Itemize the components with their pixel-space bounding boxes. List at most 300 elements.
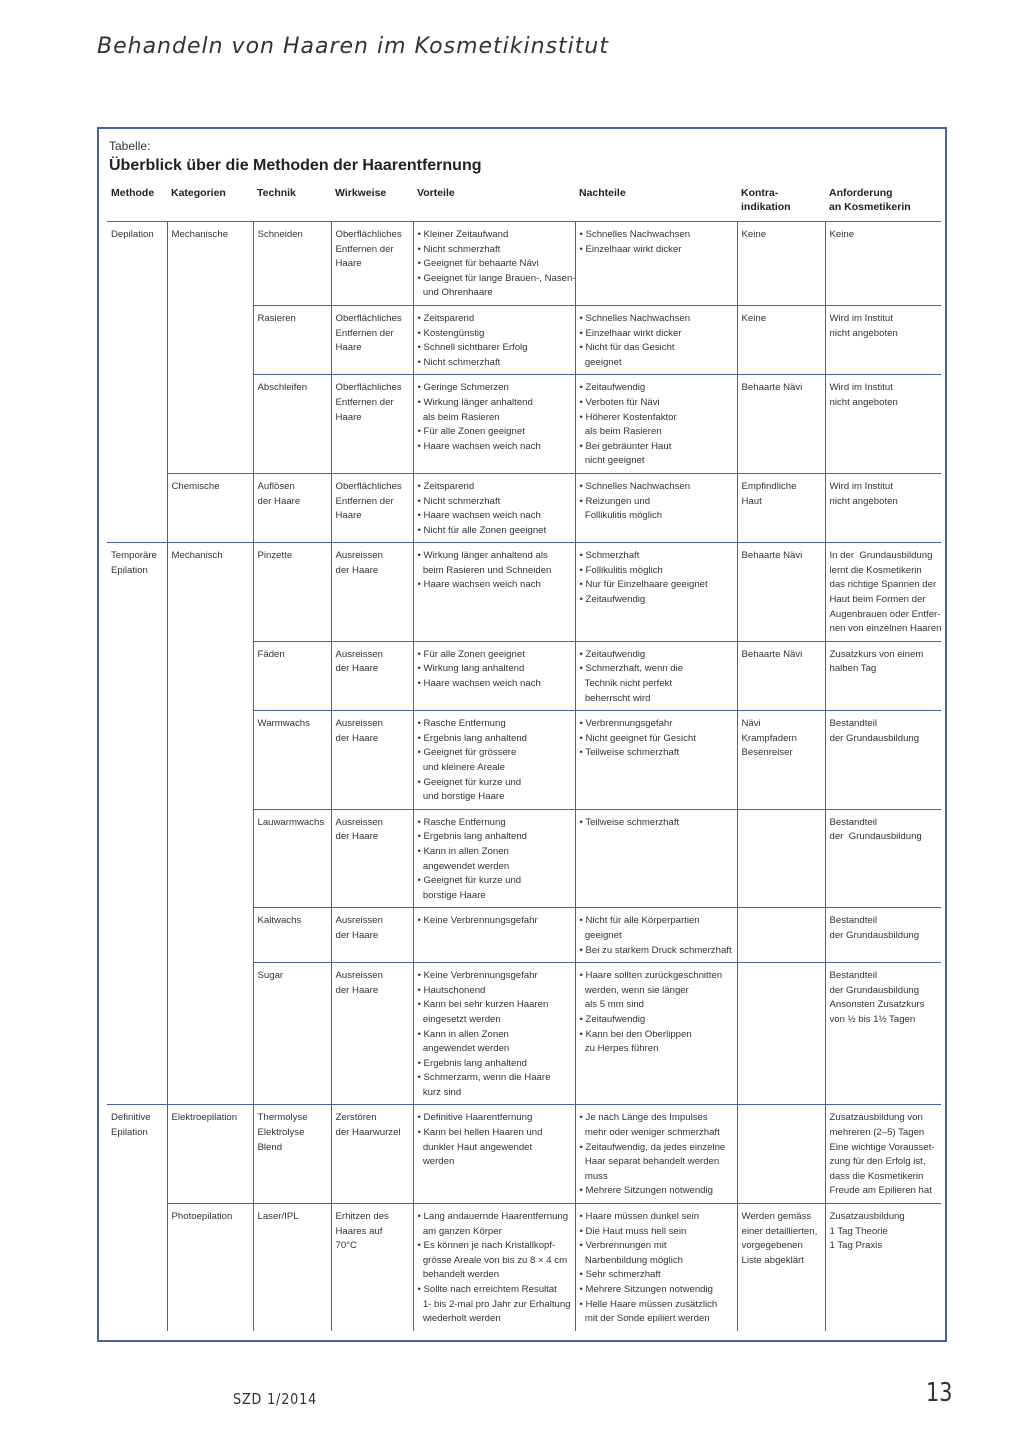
table-cell-nachteile xyxy=(575,1204,737,1331)
cell-line: Augenbrauen oder Entfer- xyxy=(829,608,941,620)
cell-line: • Höherer Kostenfaktor xyxy=(579,411,677,423)
cell-line: nicht geeignet xyxy=(579,455,645,467)
column-header: Technik xyxy=(253,183,331,222)
table-cell-wirkweise xyxy=(331,543,413,642)
cell-line: • Zeitaufwendig xyxy=(579,648,646,660)
cell-line: • Teilweise schmerzhaft xyxy=(579,816,680,828)
cell-line: • Follikulitis möglich xyxy=(579,564,663,576)
cell-line: Werden gemäss xyxy=(741,1211,812,1223)
cell-line: • Nicht schmerzhaft xyxy=(417,243,501,255)
cell-line: • Reizungen und xyxy=(579,495,651,507)
cell-line: • Zeitsparend xyxy=(417,312,475,324)
cell-line: nicht angeboten xyxy=(829,327,898,339)
hair-removal-table xyxy=(107,183,941,1331)
table-cell-methode xyxy=(107,908,167,963)
cell-line: Entfernen der xyxy=(335,243,394,255)
cell-line: • Zeitsparend xyxy=(417,480,475,492)
cell-line: • Zeitaufwendig xyxy=(579,382,646,394)
cell-line: • Mehrere Sitzungen notwendig xyxy=(579,1284,713,1295)
cell-line: der Haare xyxy=(335,929,379,941)
cell-line: zung für den Erfolg ist, xyxy=(829,1156,926,1168)
cell-line: Freude am Epilieren hat xyxy=(829,1185,932,1197)
table-cell-kontra xyxy=(737,1204,825,1331)
table-cell-kontra xyxy=(737,711,825,810)
cell-line: Entfernen der xyxy=(335,327,394,339)
cell-line: • Haare wachsen weich nach xyxy=(417,440,541,452)
cell-line: • Kleiner Zeitaufwand xyxy=(417,229,509,240)
cell-line: Zusatzausbildung xyxy=(829,1211,905,1223)
table-cell-kategorie xyxy=(167,809,253,908)
table-cell-wirkweise xyxy=(331,641,413,710)
table-title: Überblick über die Methoden der Haarentfernung xyxy=(109,157,482,174)
cell-line: • Verbrennungsgefahr xyxy=(579,718,673,730)
cell-line: • Zeitaufwendig xyxy=(579,1013,646,1025)
cell-line: • Haare müssen dunkel sein xyxy=(579,1211,700,1223)
cell-line: Empfindliche xyxy=(741,480,797,492)
table-cell-nachteile xyxy=(575,305,737,374)
cell-line: • Kann bei hellen Haaren und xyxy=(417,1127,543,1139)
cell-line: • Schmerzarm, wenn die Haare xyxy=(417,1072,551,1084)
cell-line: • Sollte nach erreichtem Resultat xyxy=(417,1284,557,1295)
table-cell-wirkweise xyxy=(331,809,413,908)
table-cell-wirkweise xyxy=(331,1105,413,1204)
cell-line: • Rasche Entfernung xyxy=(417,718,506,730)
cell-line: Bestandteil xyxy=(829,970,877,982)
table-cell-kategorie: Mechanische xyxy=(167,222,253,306)
cell-line: Wird im Institut xyxy=(829,480,893,492)
cell-line: • Keine Verbrennungsgefahr xyxy=(417,915,538,927)
cell-line: 70°C xyxy=(335,1240,357,1252)
cell-line: Zerstören xyxy=(335,1112,377,1124)
cell-line: • Schmerzhaft, wenn die xyxy=(579,663,684,675)
table-cell-technik: Abschleifen xyxy=(253,375,331,474)
table-cell-technik: Warmwachs xyxy=(253,711,331,810)
table-cell-wirkweise xyxy=(331,908,413,963)
cell-line: Ausreissen xyxy=(335,550,383,562)
cell-line: • Haare sollten zurückgeschnitten xyxy=(579,970,723,982)
table-cell-nachteile xyxy=(575,711,737,810)
table-cell-technik: Sugar xyxy=(253,963,331,1105)
table-cell-kontra xyxy=(737,473,825,542)
cell-line: • Ergebnis lang anhaltend xyxy=(417,1057,528,1069)
table-cell-technik: Auflösen der Haare xyxy=(253,473,331,542)
cell-line: • Wirkung länger anhaltend als xyxy=(417,550,548,562)
cell-line: Wird im Institut xyxy=(829,312,893,324)
table-cell-anforderung xyxy=(825,908,941,963)
table-cell-methode xyxy=(107,963,167,1105)
table-cell-kontra xyxy=(737,963,825,1105)
table-cell-kontra xyxy=(737,1105,825,1204)
cell-line: Haut xyxy=(741,495,762,507)
cell-line: • Kann in allen Zonen xyxy=(417,845,509,857)
table-cell-anforderung xyxy=(825,222,941,306)
cell-line: • Nicht für alle Körperpartien xyxy=(579,915,700,927)
cell-line: • Verboten für Nävi xyxy=(579,396,660,408)
cell-line: Besenreiser xyxy=(741,747,793,759)
running-header: Behandeln von Haaren im Kosmetikinstitut xyxy=(97,34,609,59)
cell-line: Bestandteil xyxy=(829,915,877,927)
cell-line: wiederholt werden xyxy=(417,1313,501,1325)
table-cell-technik: Fäden xyxy=(253,641,331,710)
table-cell-vorteile xyxy=(413,473,575,542)
table-row xyxy=(107,908,941,963)
table-row xyxy=(107,809,941,908)
cell-line: • Kostengünstig xyxy=(417,327,485,339)
cell-line: • Es können je nach Kristallkopf- xyxy=(417,1240,556,1252)
column-header: Kontra- indikation xyxy=(737,183,825,222)
table-cell-anforderung xyxy=(825,375,941,474)
cell-line: In der Grundausbildung xyxy=(829,550,933,562)
table-cell-kontra xyxy=(737,908,825,963)
table-cell-anforderung xyxy=(825,543,941,642)
cell-line: 1- bis 2-mal pro Jahr zur Erhaltung xyxy=(417,1298,571,1310)
cell-line: • Die Haut muss hell sein xyxy=(579,1225,687,1237)
cell-line: halben Tag xyxy=(829,663,877,675)
cell-line: zu Herpes führen xyxy=(579,1043,659,1055)
cell-line: • Schnelles Nachwachsen xyxy=(579,480,691,492)
table-row xyxy=(107,1204,941,1331)
table-cell-vorteile xyxy=(413,809,575,908)
column-header: Kategorien xyxy=(167,183,253,222)
table-cell-wirkweise xyxy=(331,1204,413,1331)
table-cell-kategorie xyxy=(167,641,253,710)
cell-line: Behaarte Nävi xyxy=(741,382,803,394)
cell-line: • Sehr schmerzhaft xyxy=(579,1269,661,1281)
cell-line: das richtige Spannen der xyxy=(829,579,937,591)
table-cell-kontra xyxy=(737,809,825,908)
cell-line: grösse Areale von bis zu 8 × 4 cm xyxy=(417,1254,568,1266)
cell-line: • Nicht geeignet für Gesicht xyxy=(579,732,696,744)
cell-line: geeignet xyxy=(579,929,622,941)
table-cell-wirkweise xyxy=(331,375,413,474)
table-cell-anforderung xyxy=(825,473,941,542)
table-cell-kategorie xyxy=(167,908,253,963)
table-cell-kontra xyxy=(737,375,825,474)
column-header: Vorteile xyxy=(413,183,575,222)
table-cell-nachteile xyxy=(575,809,737,908)
cell-line: Behaarte Nävi xyxy=(741,550,803,562)
table-cell-methode xyxy=(107,305,167,374)
table-cell-wirkweise xyxy=(331,963,413,1105)
cell-line: eingesetzt werden xyxy=(417,1013,501,1025)
cell-line: • Einzelhaar wirkt dicker xyxy=(579,327,682,339)
table-cell-nachteile xyxy=(575,222,737,306)
table-cell-anforderung xyxy=(825,305,941,374)
table-cell-methode: Definitive Epilation xyxy=(107,1105,167,1204)
cell-line: • Teilweise schmerzhaft xyxy=(579,747,680,759)
cell-line: vorgegebenen xyxy=(741,1240,803,1252)
cell-line: Nävi xyxy=(741,718,761,730)
cell-line: Ansonsten Zusatzkurs xyxy=(829,999,925,1011)
cell-line: der Haare xyxy=(335,663,379,675)
cell-line: Haar separat behandelt werden xyxy=(579,1156,720,1168)
table-cell-vorteile xyxy=(413,375,575,474)
cell-line: • Nicht schmerzhaft xyxy=(417,495,501,507)
cell-line: angewendet werden xyxy=(417,1043,510,1055)
cell-line: beim Rasieren und Schneiden xyxy=(417,564,552,576)
table-cell-kategorie: Elektroepilation xyxy=(167,1105,253,1204)
cell-line: • Bei gebräunter Haut xyxy=(579,440,672,452)
table-cell-nachteile xyxy=(575,1105,737,1204)
cell-line: nen von einzelnen Haaren xyxy=(829,623,942,635)
cell-line: • Nicht schmerzhaft xyxy=(417,356,501,368)
cell-line: und Ohrenhaare xyxy=(417,287,493,299)
table-cell-methode xyxy=(107,1204,167,1331)
cell-line: • Schmerzhaft xyxy=(579,550,640,562)
column-header: Nachteile xyxy=(575,183,737,222)
cell-line: kurz sind xyxy=(417,1086,462,1098)
cell-line: • Schnelles Nachwachsen xyxy=(579,312,691,324)
cell-line: Ausreissen xyxy=(335,970,383,982)
table-cell-vorteile xyxy=(413,222,575,306)
cell-line: • Für alle Zonen geeignet xyxy=(417,426,525,438)
table-cell-methode: Depilation xyxy=(111,229,154,240)
cell-line: Haare xyxy=(335,510,362,522)
table-cell-methode xyxy=(107,375,167,474)
cell-line: Oberflächliches xyxy=(335,382,402,394)
cell-line: • Je nach Länge des Impulses xyxy=(579,1112,708,1124)
table-row xyxy=(107,963,941,1105)
cell-line: Haare xyxy=(335,258,362,270)
cell-line: von ½ bis 1½ Tagen xyxy=(829,1013,916,1025)
cell-line: • Wirkung länger anhaltend xyxy=(417,396,533,408)
cell-line: • Zeitaufwendig xyxy=(579,594,646,606)
table-cell-wirkweise xyxy=(331,305,413,374)
cell-line: • Geeignet für kurze und xyxy=(417,875,522,887)
cell-line: lernt die Kosmetikerin xyxy=(829,564,922,576)
cell-line: • Geeignet für behaarte Nävi xyxy=(417,258,539,270)
cell-line: Ausreissen xyxy=(335,648,383,660)
table-cell-nachteile xyxy=(575,963,737,1105)
table-header-row xyxy=(107,183,941,222)
cell-line: • Verbrennungen mit xyxy=(579,1240,667,1252)
table-cell-technik: Pinzette xyxy=(253,543,331,642)
table-cell-kontra xyxy=(737,222,825,306)
table-cell-kategorie xyxy=(167,375,253,474)
cell-line: Zusatzausbildung von xyxy=(829,1112,923,1124)
table-row xyxy=(107,1105,941,1204)
cell-line: • Für alle Zonen geeignet xyxy=(417,648,525,660)
cell-line: Haare xyxy=(335,411,362,423)
table-cell-kategorie xyxy=(167,711,253,810)
table-cell-kontra xyxy=(737,543,825,642)
table-row xyxy=(107,375,941,474)
table-cell-kategorie xyxy=(167,305,253,374)
cell-line: • Haare wachsen weich nach xyxy=(417,579,541,591)
cell-line: der Haarwurzel xyxy=(335,1127,401,1139)
cell-line: mehr oder weniger schmerzhaft xyxy=(579,1127,720,1139)
cell-line: 1 Tag Praxis xyxy=(829,1240,883,1252)
table-cell-wirkweise xyxy=(331,222,413,306)
table-cell-kategorie xyxy=(167,963,253,1105)
cell-line: Ausreissen xyxy=(335,816,383,828)
cell-line: Haut beim Formen der xyxy=(829,594,926,606)
table-cell-vorteile xyxy=(413,908,575,963)
cell-line: der Haare xyxy=(335,984,379,996)
table-cell-methode xyxy=(107,711,167,810)
cell-line: Entfernen der xyxy=(335,396,394,408)
cell-line: • Kann bei den Oberlippen xyxy=(579,1028,692,1040)
table-cell-methode xyxy=(107,641,167,710)
cell-line: dunkler Haut angewendet xyxy=(417,1141,533,1153)
table-cell-kategorie: Chemische xyxy=(167,473,253,542)
table-cell-methode xyxy=(107,473,167,542)
table-cell-vorteile xyxy=(413,711,575,810)
cell-line: und kleinere Areale xyxy=(417,762,505,773)
table-cell-nachteile xyxy=(575,641,737,710)
cell-line: Liste abgeklärt xyxy=(741,1254,804,1266)
cell-line: werden xyxy=(417,1156,455,1168)
cell-line: • Einzelhaar wirkt dicker xyxy=(579,243,682,255)
table-cell-nachteile xyxy=(575,375,737,474)
cell-line: der Grundausbildung xyxy=(829,984,920,996)
cell-line: • Wirkung lang anhaltend xyxy=(417,663,525,675)
cell-line: mehreren (2–5) Tagen xyxy=(829,1127,925,1139)
cell-line: Narbenbildung möglich xyxy=(579,1254,683,1266)
cell-line: und borstige Haare xyxy=(417,791,505,803)
table-cell-vorteile xyxy=(413,543,575,642)
table-cell-technik: Kaltwachs xyxy=(253,908,331,963)
table-cell-anforderung xyxy=(825,1105,941,1204)
cell-line: Eine wichtige Vorausset- xyxy=(829,1141,935,1153)
cell-line: Ausreissen xyxy=(335,915,383,927)
table-cell-nachteile xyxy=(575,543,737,642)
table-cell-vorteile xyxy=(413,641,575,710)
table-row xyxy=(107,305,941,374)
cell-line: • Kann bei sehr kurzen Haaren xyxy=(417,999,549,1011)
table-cell-vorteile xyxy=(413,1105,575,1204)
table-cell-vorteile xyxy=(413,963,575,1105)
table-cell-methode xyxy=(107,809,167,908)
table-cell-technik: Schneiden xyxy=(253,222,331,306)
cell-line: am ganzen Körper xyxy=(417,1225,502,1237)
table-cell-kontra xyxy=(737,641,825,710)
journal-issue: SZD 1/2014 xyxy=(233,1390,318,1408)
cell-line: • Zeitaufwendig, da jedes einzelne xyxy=(579,1141,726,1153)
table-row xyxy=(107,641,941,710)
cell-line: als beim Rasieren xyxy=(417,411,500,423)
cell-line: geeignet xyxy=(579,356,622,368)
cell-line: • Ergebnis lang anhaltend xyxy=(417,831,528,843)
cell-line: Bestandteil xyxy=(829,718,877,730)
table-cell-methode: Temporäre Epilation xyxy=(107,543,167,642)
cell-line: Oberflächliches xyxy=(335,312,402,324)
cell-line: • Hautschonend xyxy=(417,984,486,996)
cell-line: der Grundausbildung xyxy=(829,831,922,843)
cell-line: Keine xyxy=(741,229,767,240)
table-cell-technik: Lauwarmwachs xyxy=(253,809,331,908)
cell-line: • Geeignet für grössere xyxy=(417,747,517,759)
table-row xyxy=(107,543,941,642)
table-row xyxy=(107,711,941,810)
cell-line: • Mehrere Sitzungen notwendig xyxy=(579,1185,713,1197)
table-cell-wirkweise xyxy=(331,473,413,542)
cell-line: • Haare wachsen weich nach xyxy=(417,510,541,522)
table-row xyxy=(107,222,941,306)
cell-line: nicht angeboten xyxy=(829,495,898,507)
cell-line: der Grundausbildung xyxy=(829,929,920,941)
table-cell-technik: Rasieren xyxy=(253,305,331,374)
cell-line: • Nicht für das Gesicht xyxy=(579,342,675,354)
cell-line: • Schnelles Nachwachsen xyxy=(579,229,691,240)
column-header: Methode xyxy=(107,183,167,222)
cell-line: Haares auf xyxy=(335,1225,383,1237)
cell-line: • Bei zu starkem Druck schmerzhaft xyxy=(579,944,732,956)
page-number: 13 xyxy=(926,1378,953,1408)
cell-line: nicht angeboten xyxy=(829,396,898,408)
cell-line: mit der Sonde epiliert werden xyxy=(579,1313,710,1325)
cell-line: Oberflächliches xyxy=(335,229,402,240)
table-cell-technik: Thermolyse Elektrolyse Blend xyxy=(253,1105,331,1204)
cell-line: • Geeignet für kurze und xyxy=(417,776,522,788)
cell-line: dass die Kosmetikerin xyxy=(829,1170,924,1182)
cell-line: • Geeignet für lange Brauen-, Nasen- xyxy=(417,272,576,284)
cell-line: muss xyxy=(579,1170,608,1182)
cell-line: der Grundausbildung xyxy=(829,732,920,744)
cell-line: • Nur für Einzelhaare geeignet xyxy=(579,579,708,591)
table-cell-anforderung xyxy=(825,963,941,1105)
table-box xyxy=(97,127,947,1342)
cell-line: • Rasche Entfernung xyxy=(417,816,506,828)
cell-line: behandelt werden xyxy=(417,1269,500,1281)
table-cell-kontra xyxy=(737,305,825,374)
table-cell-kategorie: Photoepilation xyxy=(167,1204,253,1331)
column-header: Anforderung an Kosmetikerin xyxy=(825,183,941,222)
cell-line: Keine xyxy=(829,229,855,240)
cell-line: einer detaillierten, xyxy=(741,1225,818,1237)
cell-line: • Kann in allen Zonen xyxy=(417,1028,509,1040)
column-header: Wirkweise xyxy=(331,183,413,222)
cell-line: Entfernen der xyxy=(335,495,394,507)
table-label: Tabelle: xyxy=(109,139,151,153)
table-cell-wirkweise xyxy=(331,711,413,810)
cell-line: • Lang andauernde Haarentfernung xyxy=(417,1211,569,1223)
table-cell-anforderung xyxy=(825,711,941,810)
table-row xyxy=(107,473,941,542)
cell-line: Oberflächliches xyxy=(335,480,402,492)
cell-line: Erhitzen des xyxy=(335,1211,389,1223)
cell-line: Ausreissen xyxy=(335,718,383,730)
cell-line: angewendet werden xyxy=(417,860,510,872)
table-cell-vorteile xyxy=(413,1204,575,1331)
cell-line: • Ergebnis lang anhaltend xyxy=(417,732,528,744)
cell-line: Bestandteil xyxy=(829,816,877,828)
table-cell-kategorie: Mechanisch xyxy=(167,543,253,642)
cell-line: 1 Tag Theorie xyxy=(829,1225,888,1237)
cell-line: Behaarte Nävi xyxy=(741,648,803,660)
cell-line: borstige Haare xyxy=(417,889,486,901)
cell-line: werden, wenn sie länger xyxy=(579,984,689,996)
cell-line: als 5 mm sind xyxy=(579,999,645,1011)
cell-line: • Geringe Schmerzen xyxy=(417,382,509,394)
cell-line: Follikulitis möglich xyxy=(579,510,663,522)
cell-line: der Haare xyxy=(335,732,379,744)
cell-line: • Keine Verbrennungsgefahr xyxy=(417,970,538,982)
cell-line: Technik nicht perfekt xyxy=(579,678,673,690)
cell-line: Krampfadern xyxy=(741,732,797,744)
cell-line: Wird im Institut xyxy=(829,382,893,394)
cell-line: • Nicht für alle Zonen geeignet xyxy=(417,524,547,536)
cell-line: Zusatzkurs von einem xyxy=(829,648,924,660)
cell-line: der Haare xyxy=(335,564,379,576)
cell-line: Keine xyxy=(741,312,767,324)
table-cell-technik: Laser/IPL xyxy=(253,1204,331,1331)
table-cell-anforderung xyxy=(825,809,941,908)
cell-line: beherrscht wird xyxy=(579,692,651,704)
cell-line: Haare xyxy=(335,342,362,354)
table-cell-nachteile xyxy=(575,473,737,542)
table-cell-anforderung xyxy=(825,641,941,710)
